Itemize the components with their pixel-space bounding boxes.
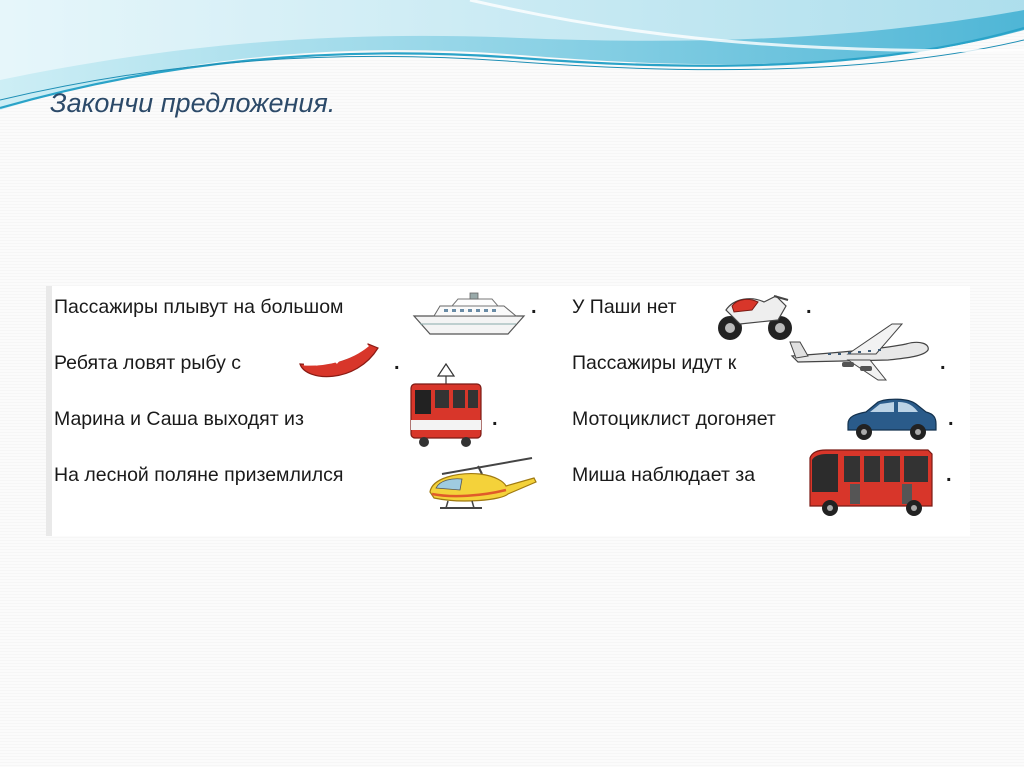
sentence-text: Мотоциклист догоняет bbox=[572, 408, 776, 430]
sentence-item bbox=[46, 296, 537, 352]
sentence-end: . bbox=[948, 408, 954, 430]
motorcycle-icon bbox=[716, 286, 796, 346]
right-column bbox=[506, 286, 970, 536]
left-column bbox=[46, 286, 537, 536]
tram-icon bbox=[408, 362, 484, 454]
sentence-item bbox=[46, 464, 506, 520]
bus-icon bbox=[806, 448, 936, 520]
sentence-text: Миша наблюдает за bbox=[572, 464, 756, 486]
sentence-end: . bbox=[492, 408, 498, 430]
sentence-end: . bbox=[806, 296, 812, 318]
car-icon bbox=[844, 394, 938, 442]
sentence-end: . bbox=[946, 464, 952, 486]
sentence-item bbox=[506, 464, 970, 520]
sentence-text: Пассажиры плывут на большом bbox=[54, 296, 344, 318]
sentence-text: Пассажиры идут к bbox=[572, 352, 737, 374]
sentence-text: У Паши нет bbox=[572, 296, 677, 318]
sentence-end: . bbox=[394, 352, 400, 374]
sentence-text: На лесной поляне приземлился bbox=[54, 464, 344, 486]
sentence-end: . bbox=[531, 296, 537, 318]
exercise-card bbox=[46, 286, 970, 536]
boat-icon bbox=[296, 338, 382, 386]
sentence-end: . bbox=[940, 352, 946, 374]
sentence-text: Марина и Саша выходят из bbox=[54, 408, 304, 430]
airplane-icon bbox=[788, 320, 934, 384]
sentence-text: Ребята ловят рыбу с bbox=[54, 352, 242, 374]
slide-title: Закончи предложения. bbox=[50, 88, 336, 118]
